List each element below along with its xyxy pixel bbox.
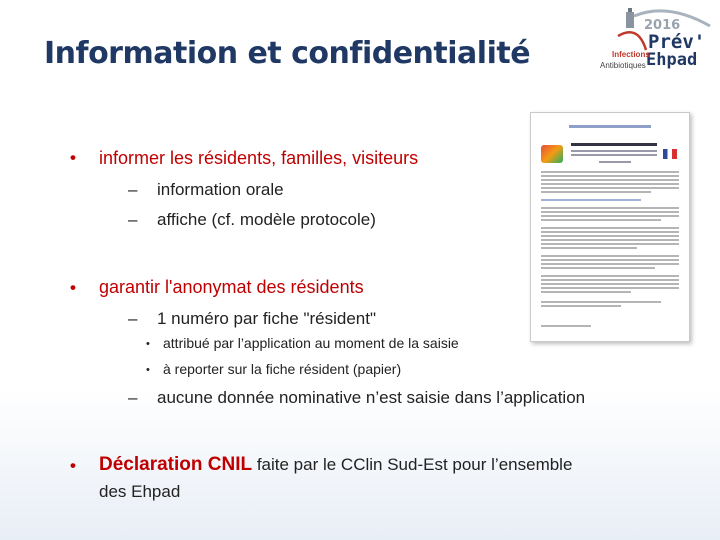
bullet-2-sub-1: 1 numéro par fiche "résident" [157,309,377,328]
bullet-3-strong: Déclaration CNIL [99,454,253,475]
bullet-marker: • [70,456,76,475]
logo-line1: Prév' [648,31,706,53]
bullet-2-text: garantir l'anonymat des résidents [99,277,364,297]
bullet-2-sub-2: aucune donnée nominative n’est saisie dans l’application [157,388,586,407]
bullet-2-subsub-1: attribué par l’application au moment de la saisie [163,335,459,351]
bullet-marker-small: • [146,364,150,376]
bullet-marker: • [70,148,76,167]
logo-antibio: Antibiotiques [600,61,646,70]
dash-marker: – [128,210,138,229]
bullet-marker-small: • [146,338,150,350]
logo-infections: Infections [612,50,650,59]
logo-year: 2016 [644,18,681,33]
bullet-2-subsub-2: à reporter sur la fiche résident (papier) [163,361,402,377]
bullet-3-continuation: des Ehpad [99,482,181,501]
bullet-1-sub-2: affiche (cf. modèle protocole) [157,210,376,229]
bullet-3-line [99,454,572,476]
bullet-3-rest: faite par le CClin Sud-Est pour l’ensemble [252,455,573,474]
bullet-1-sub-1: information orale [157,180,284,199]
prev-ehpad-logo [598,6,718,78]
dash-marker: – [128,309,138,328]
bullet-1-text: informer les résidents, familles, visiteurs [99,148,419,168]
document-thumbnail [530,112,690,342]
slide-title: Information et confidentialité [44,36,531,71]
logo-line2: Ehpad [646,50,698,70]
dash-marker: – [128,388,138,407]
dash-marker: – [128,180,138,199]
bullet-marker: • [70,278,76,297]
